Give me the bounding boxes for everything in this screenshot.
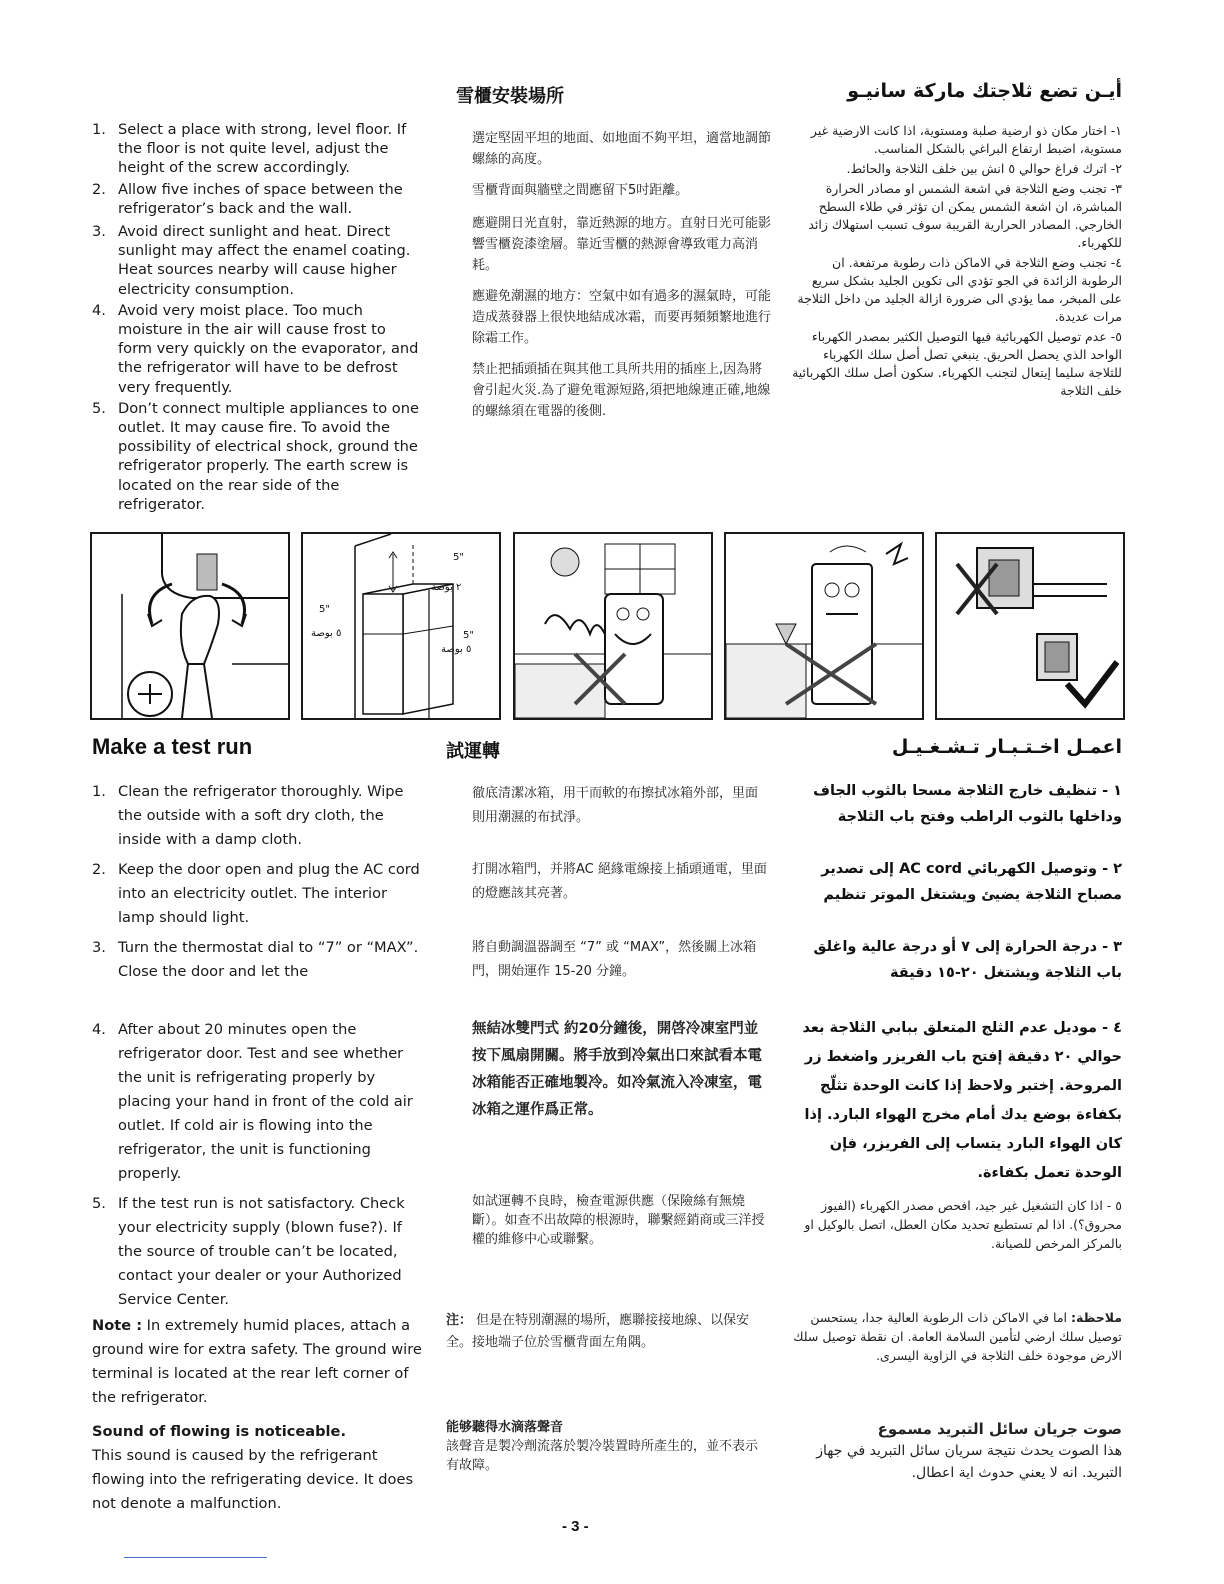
clearance-label-top: ٢ بوصة <box>431 582 462 593</box>
test-step-4-en: 4. After about 20 minutes open the refrigerator door. Test and see whether the unit is refrigerating properly by placing your hand in front of the cold air outlet. If cold air is flowing into the refrigerator, the unit is functioning properly. <box>92 1021 413 1182</box>
test-step-3-ar: ٣ - درجة الحرارة إلى ٧ أو درجة عالية واغلق باب الثلاجة ويشتغل ٢٠-١٥ دقيقة <box>813 939 1122 981</box>
list-item-text: Select a place with strong, level floor. If the floor is not quite level, adjust the height of the screw accordingly. <box>118 121 407 177</box>
section1-title-zh: 雪櫃安裝場所 <box>456 86 564 107</box>
list-item: ٤- تجنب وضع الثلاجة في الاماكن ذات رطوبة مرتفعة. ان الرطوبة الزائدة في الجو تؤدي الى تكوين الجليد بشكل سريع على المبخر، مما يؤدي الى ضرورة ازالة الجليد من داخل الثلاجة مرات عديدة. <box>797 255 1122 324</box>
list-item: 4. Avoid very moist place. Too much moisture in the air will cause frost to form very quickly on the evaporator, and the refrigerator will have to be defrost very frequently. <box>92 301 419 396</box>
list-item: ٣- تجنب وضع الثلاجة في اشعة الشمس او مصادر الحرارة المباشرة، ان اشعة الشمس يمكن ان تؤثر في طلاء السطح الخارجي. المصادر الحرارية القريبة سوف تسبب استهلاك زائد للكهرباء. <box>808 181 1122 250</box>
list-item-text: Avoid direct sunlight and heat. Direct sunlight may affect the enamel coating. Heat sources nearby will cause higher electricity consumption. <box>118 223 411 298</box>
note-label-ar: ملاحظة: <box>1071 1310 1122 1325</box>
sound-zh <box>446 1418 766 1475</box>
list-item: 應避開日光直射，靠近熱源的地方。直射日光可能影響雪櫃瓷漆塗層。靠近雪櫃的熱源會導致電力高消耗。 <box>472 216 772 273</box>
illustration-clearance <box>301 532 501 720</box>
adjust-screw-illustration <box>92 534 288 718</box>
list-item: 2. Allow five inches of space between the refrigerator’s back and the wall. <box>92 180 403 217</box>
list-item: 應避免潮濕的地方：空氣中如有過多的濕氣時，可能造成蒸發器上很快地結成冰霜，而要再頻頻繁地進行除霜工作。 <box>472 289 772 346</box>
sound-en <box>92 1420 422 1516</box>
list-item: 禁止把插頭插在與其他工具所共用的插座上,因為將會引起火災.為了避免電源短路,須把地線連正確,地線的螺絲須在電器的後側. <box>472 362 771 419</box>
sound-title-ar: صوت جريان سائل التبريد مسموع <box>877 1420 1122 1438</box>
clearance-label-right: ٥ بوصة <box>441 644 472 655</box>
note-label-en: Note : <box>92 1317 143 1334</box>
illustration-moisture <box>724 532 924 720</box>
illustration-outlet <box>935 532 1125 720</box>
list-item: 1. Select a place with strong, level floor. If the floor is not quite level, adjust the height of the screw accordingly. <box>92 121 407 177</box>
section2-title-en: Make a test run <box>92 734 253 759</box>
test-step-3-zh: 將自動調溫器調至 “7” 或 “MAX”，然後關上冰箱門，開始運作 15-20 分鐘。 <box>472 940 757 979</box>
sound-ar <box>790 1418 1122 1484</box>
sound-text-ar: هذا الصوت يحدث نتيجة سريان سائل التبريد في جهاز التبريد. انه لا يعني حدوث اية اعطال. <box>816 1443 1122 1481</box>
list-item-text: Don’t connect multiple appliances to one outlet. It may cause fire. To avoid the possibility of electrical shock, ground the refrigerator properly. The earth screw is located on the rear side of the refrigerator. <box>118 399 419 513</box>
test-step-4-ar: ٤ - موديل عدم الثلج المتعلق ببابي الثلاجة بعد حوالي ٢٠ دقيقة إفتح باب الفريزر واضغط زر المروحة. إختبر ولاحظ إذا كانت الوحدة تثلّج بكفاءة بوضع يدك أمام مخرج الهواء البارد. إذا كان الهواء البارد يتساب إلى الفريزر، فإن الوحدة تعمل بكفاءة. <box>802 1020 1122 1181</box>
clearance-unit-top: 5" <box>453 552 464 563</box>
test-step-2-en: 2. Keep the door open and plug the AC cord into an electricity outlet. The interior lamp should light. <box>92 861 420 926</box>
list-item-text: Allow five inches of space between the refrigerator’s back and the wall. <box>118 180 403 217</box>
sound-text-en: This sound is caused by the refrigerant flowing into the refrigerating device. It does not denote a malfunction. <box>92 1447 414 1512</box>
test-step-4-zh: 無結冰雙門式 約20分鐘後，開啓冷凍室門並按下風扇開關。將手放到冷氣出口來試看本電冰箱能否正確地製冷。如冷氣流入冷凍室，電冰箱之運作爲正常。 <box>472 1021 762 1118</box>
test-step-5-en: 5. If the test run is not satisfactory. Check your electricity supply (blown fuse?). If the source of trouble can’t be located, contact your dealer or your Authorized Service Center. <box>92 1195 405 1308</box>
section2-title-zh: 試運轉 <box>446 741 500 762</box>
test-step-1-zh: 徹底清潔冰箱，用干而軟的布擦拭冰箱外部，里面則用潮濕的布拭淨。 <box>472 786 759 825</box>
test-step-1-ar: ١ - تنظيف خارج الثلاجة مسحا بالثوب الجاف وداخلها بالثوب الراطب وفتح باب الثلاجة <box>813 783 1122 825</box>
list-item: ١- اختار مكان ذو ارضية صلبة ومستوية، اذا كانت الارضية غير مستوية، اضبط ارتفاع البراغي بالشكل المناسب. <box>810 123 1122 156</box>
outlet-illustration <box>937 534 1123 718</box>
test-step-5-zh: 如試運轉不良時，檢查電源供應（保險絲有無燒斷）。如查不出故障的根源時，聯繫經銷商或三洋授權的維修中心或聯繫。 <box>472 1194 765 1247</box>
note-en: Note : In extremely humid places, attach a ground wire for extra safety. The ground wire terminal is located at the rear left corner of the refrigerator. <box>92 1317 422 1406</box>
list-item-text: Avoid very moist place. Too much moisture in the air will cause frost to form very quickly on the evaporator, and the refrigerator will have to be defrost very frequently. <box>118 301 419 396</box>
heat-source-illustration <box>515 534 711 718</box>
test-step-2-ar: ٢ - وتوصيل الكهربائي AC cord إلى تصدير مصباح الثلاجة يضيئ ويشتغل الموتر تنظيم <box>821 861 1122 903</box>
section1-list-en <box>92 120 422 514</box>
clearance-label-left: ٥ بوصة <box>311 628 342 639</box>
list-item: 雪櫃背面與牆壁之間應留下5吋距離。 <box>472 183 689 198</box>
clearance-unit-left: 5" <box>319 604 330 615</box>
note-label-zh: 注： <box>446 1313 473 1328</box>
test-step-5-ar: ٥ - اذا كان التشغيل غير جيد، افحص مصدر الكهرباء (الفيوز محروق؟). اذا لم تستطيع تحديد مكان العطل، اتصل بالوكيل او بالمركز المرخص للصيانة. <box>804 1198 1122 1251</box>
illustration-heat <box>513 532 713 720</box>
list-item: ٥- عدم توصيل الكهربائية فيها التوصيل الكثير بمصدر الكهرباء الواحد الذي يحصل الحريق. ينبغي تصل أصل سلك الكهرباء للثلاجة سليما إيتعال لتجنب الكهرباء. سكون أصل سلك الكهربائية خلف الثلاجة <box>792 329 1122 398</box>
test-step-3-en: 3. Turn the thermostat dial to “7” or “MAX”. Close the door and let the <box>92 939 419 980</box>
clearance-diagram <box>303 534 499 718</box>
page-number: - 3 - <box>562 1518 589 1535</box>
sound-title-en: Sound of flowing is noticeable. <box>92 1423 346 1440</box>
test-step-2-zh: 打開冰箱門，并將AC 絕緣電線接上插頭通電，里面的燈應該其亮著。 <box>472 862 767 901</box>
section1-list-ar <box>788 122 1122 400</box>
list-item: 5. Don’t connect multiple appliances to one outlet. It may cause fire. To avoid the possibility of electrical shock, ground the refrigerator properly. The earth screw is located on the rear side of the refrigerator. <box>92 399 419 513</box>
illustration-level-floor <box>90 532 290 720</box>
section1-list-zh <box>472 128 772 422</box>
list-item: 選定堅固平坦的地面、如地面不夠平坦，適當地調節螺絲的高度。 <box>472 131 772 167</box>
section2-title-ar: اعمـل اخـتـبـار تـشـغـيـل <box>891 736 1122 758</box>
note-zh: 注： 但是在特別潮濕的場所，應聯接接地線、以保安全。接地端子位於雪櫃背面左角隅。 <box>446 1313 750 1350</box>
clearance-unit-right: 5" <box>463 630 474 641</box>
moisture-illustration <box>726 534 922 718</box>
list-item: 3. Avoid direct sunlight and heat. Direct sunlight may affect the enamel coating. Heat sources nearby will cause higher electricity consumption. <box>92 223 411 298</box>
list-item: ٢- اترك فراغ حوالي ٥ انش بين خلف الثلاجة والحائط. <box>846 161 1122 176</box>
sound-title-zh: 能够聽得水滴落聲音 <box>446 1420 564 1435</box>
test-step-1-en: 1. Clean the refrigerator thoroughly. Wipe the outside with a soft dry cloth, the inside with a damp cloth. <box>92 783 404 848</box>
footer-divider <box>124 1557 267 1558</box>
sound-text-zh: 該聲音是製冷劑流落於製冷裝置時所產生的，並不表示有故障。 <box>446 1439 759 1473</box>
section1-title-ar: أيـن تضع ثلاجتك ماركة سانيـو <box>847 80 1122 102</box>
note-ar: ملاحظة: اما في الاماكن ذات الرطوبة العالية جدا، يستحسن توصيل سلك ارضي لتأمين السلامة العامة. ان نقطة توصيل سلك الارض موجودة خلف الثلاجة في الزاوية اليسرى. <box>793 1310 1122 1363</box>
